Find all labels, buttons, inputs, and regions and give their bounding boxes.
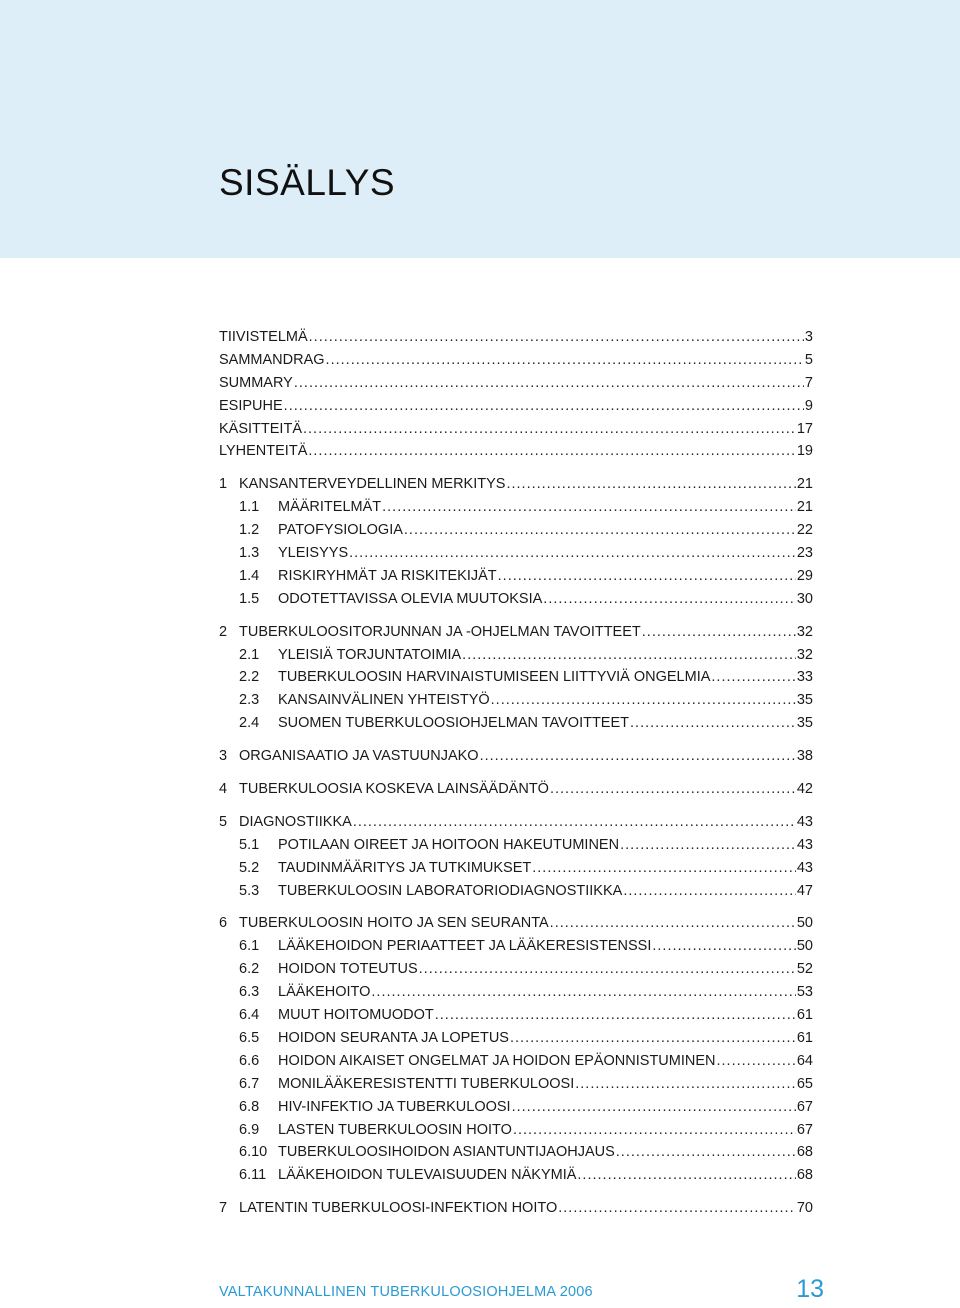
toc-entry-number: 6.2 — [239, 961, 260, 978]
toc-entry-title: TAUDINMÄÄRITYS JA TUTKIMUKSET — [278, 859, 532, 876]
toc-entry-page: 68 — [796, 1167, 813, 1184]
toc-dot-leader — [371, 984, 795, 1000]
toc-entry[interactable] — [219, 814, 813, 837]
toc-entry-number: 6.7 — [239, 1075, 260, 1092]
header-band — [0, 0, 960, 258]
toc-entry[interactable] — [219, 938, 813, 961]
toc-entry-title: TUBERKULOOSIHOIDON ASIANTUNTIJAOHJAUS — [278, 1144, 615, 1161]
toc-entry-title: LYHENTEITÄ — [219, 443, 308, 460]
toc-entry-page: 50 — [796, 915, 813, 932]
toc-entry-page: 32 — [796, 623, 813, 640]
toc-entry-number: 6.5 — [239, 1029, 260, 1046]
toc-entry[interactable] — [219, 352, 813, 375]
toc-dot-leader — [630, 715, 796, 731]
toc-entry-page: 68 — [796, 1144, 813, 1161]
toc-entry[interactable] — [219, 1030, 813, 1053]
toc-entry[interactable] — [219, 476, 813, 499]
toc-entry-page: 23 — [796, 545, 813, 562]
toc-entry[interactable] — [219, 398, 813, 421]
toc-group — [219, 748, 813, 771]
toc-entry-number: 2.4 — [239, 715, 260, 732]
toc-entry[interactable] — [219, 781, 813, 804]
toc-entry-page: 64 — [796, 1052, 813, 1069]
toc-entry-title: DIAGNOSTIIKKA — [239, 813, 352, 830]
toc-dot-leader — [717, 1053, 796, 1069]
toc-entry-page: 43 — [796, 859, 813, 876]
toc-dot-leader — [506, 476, 795, 492]
toc-dot-leader — [294, 375, 804, 391]
toc-entry[interactable] — [219, 375, 813, 398]
footer-page-number: 13 — [796, 1275, 824, 1303]
toc-entry-title: TIIVISTELMÄ — [219, 329, 308, 345]
toc-entry-number: 6.4 — [239, 1007, 260, 1024]
toc-entry[interactable] — [219, 647, 813, 670]
toc-entry[interactable] — [219, 1053, 813, 1076]
toc-entry-title: LASTEN TUBERKULOOSIN HOITO — [278, 1121, 512, 1138]
toc-entry-page: 35 — [796, 692, 813, 709]
toc-entry-page: 65 — [796, 1075, 813, 1092]
toc-entry-title: TUBERKULOOSITORJUNNAN JA -OHJELMAN TAVOITTEET — [239, 623, 641, 640]
toc-entry-number: 4 — [219, 781, 228, 798]
toc-entry[interactable] — [219, 883, 813, 906]
toc-dot-leader — [575, 1076, 796, 1092]
toc-entry-page: 52 — [796, 961, 813, 978]
toc-entry-number: 5.1 — [239, 836, 260, 853]
toc-dot-leader — [303, 421, 796, 437]
toc-entry[interactable] — [219, 1167, 813, 1190]
toc-entry[interactable] — [219, 443, 813, 466]
toc-dot-leader — [642, 624, 796, 640]
toc-dot-leader — [550, 781, 796, 797]
toc-dot-leader — [558, 1200, 796, 1216]
toc-entry[interactable] — [219, 915, 813, 938]
toc-entry-page: 70 — [796, 1200, 813, 1217]
toc-group — [219, 814, 813, 906]
table-of-contents — [219, 329, 813, 1233]
toc-entry-page: 47 — [796, 882, 813, 899]
toc-entry[interactable] — [219, 1099, 813, 1122]
toc-entry[interactable] — [219, 522, 813, 545]
toc-entry[interactable] — [219, 1007, 813, 1030]
toc-entry-page: 35 — [796, 715, 813, 732]
toc-entry-title: ORGANISAATIO JA VASTUUNJAKO — [239, 748, 479, 765]
toc-entry-page: 42 — [796, 781, 813, 798]
toc-dot-leader — [711, 669, 795, 685]
toc-entry-number: 6.10 — [239, 1144, 268, 1161]
toc-entry-title: MÄÄRITELMÄT — [278, 499, 382, 516]
toc-entry[interactable] — [219, 961, 813, 984]
toc-entry-title: LÄÄKEHOITO — [278, 984, 371, 1001]
toc-entry-page: 61 — [796, 1029, 813, 1046]
toc-entry-number: 1.1 — [239, 499, 260, 516]
toc-entry[interactable] — [219, 421, 813, 444]
toc-group — [219, 329, 813, 466]
toc-entry-page: 29 — [796, 567, 813, 584]
toc-entry-title: RISKIRYHMÄT JA RISKITEKIJÄT — [278, 567, 497, 584]
toc-entry-number: 6.8 — [239, 1098, 260, 1115]
toc-entry-title: ESIPUHE — [219, 397, 283, 414]
toc-dot-leader — [652, 938, 796, 954]
toc-group — [219, 476, 813, 613]
toc-dot-leader — [512, 1099, 796, 1115]
toc-dot-leader — [309, 329, 804, 345]
toc-entry[interactable] — [219, 591, 813, 614]
toc-entry-number: 1 — [219, 476, 228, 493]
toc-dot-leader — [382, 499, 796, 515]
page-title: SISÄLLYS — [219, 162, 396, 203]
toc-dot-leader — [326, 352, 804, 368]
toc-entry[interactable] — [219, 568, 813, 591]
toc-entry[interactable] — [219, 669, 813, 692]
toc-dot-leader — [620, 837, 796, 853]
toc-entry-title: TUBERKULOOSIN HARVINAISTUMISEEN LIITTYVIÄ ONGELMIA — [278, 669, 711, 686]
toc-dot-leader — [462, 647, 796, 663]
toc-entry-number: 6.9 — [239, 1121, 260, 1138]
toc-dot-leader — [419, 961, 796, 977]
toc-entry-number: 2 — [219, 623, 228, 640]
toc-entry-number: 1.5 — [239, 590, 260, 607]
toc-entry-number: 5.3 — [239, 882, 260, 899]
footer-publication: VALTAKUNNALLINEN TUBERKULOOSIOHJELMA 2006 — [219, 1284, 593, 1300]
toc-entry-title: SUOMEN TUBERKULOOSIOHJELMAN TAVOITTEET — [278, 715, 630, 732]
toc-dot-leader — [510, 1030, 796, 1046]
toc-entry-title: TUBERKULOOSIA KOSKEVA LAINSÄÄDÄNTÖ — [239, 781, 549, 798]
toc-entry-page: 67 — [796, 1098, 813, 1115]
toc-entry-number: 6.1 — [239, 938, 260, 955]
toc-entry-title: SUMMARY — [219, 374, 293, 391]
toc-dot-leader — [353, 814, 796, 830]
toc-dot-leader — [543, 591, 796, 607]
toc-entry-number: 7 — [219, 1200, 228, 1217]
toc-entry-title: LATENTIN TUBERKULOOSI-INFEKTION HOITO — [239, 1200, 558, 1217]
toc-entry-page: 38 — [796, 748, 813, 765]
toc-entry-number: 6.11 — [239, 1167, 267, 1184]
toc-entry[interactable] — [219, 545, 813, 568]
toc-entry-title: YLEISIÄ TORJUNTATOIMIA — [278, 646, 462, 663]
toc-dot-leader — [480, 748, 796, 764]
toc-entry-page: 21 — [796, 476, 813, 493]
toc-entry-number: 6 — [219, 915, 228, 932]
toc-group — [219, 624, 813, 738]
toc-entry-page: 43 — [796, 836, 813, 853]
toc-group — [219, 781, 813, 804]
toc-entry-page: 32 — [796, 646, 813, 663]
toc-entry-number: 1.4 — [239, 567, 260, 584]
toc-dot-leader — [577, 1167, 795, 1183]
toc-entry[interactable] — [219, 1076, 813, 1099]
toc-entry-page: 17 — [796, 420, 813, 437]
toc-entry-number: 2.2 — [239, 669, 260, 686]
toc-entry-title: KÄSITTEITÄ — [219, 420, 302, 437]
toc-group — [219, 1200, 813, 1223]
toc-entry-page: 43 — [796, 813, 813, 830]
toc-entry-number: 5 — [219, 813, 228, 830]
toc-entry[interactable] — [219, 1144, 813, 1167]
toc-entry[interactable] — [219, 1122, 813, 1145]
toc-entry[interactable] — [219, 748, 813, 771]
toc-entry-title: HOIDON AIKAISET ONGELMAT JA HOIDON EPÄONNISTUMINEN — [278, 1052, 716, 1069]
toc-entry-title: LÄÄKEHOIDON PERIAATTEET JA LÄÄKERESISTENSSI — [278, 938, 652, 955]
toc-dot-leader — [513, 1122, 796, 1138]
toc-dot-leader — [349, 545, 796, 561]
toc-entry[interactable] — [219, 837, 813, 860]
toc-entry[interactable] — [219, 692, 813, 715]
toc-entry-page: 21 — [796, 499, 813, 516]
toc-entry-number: 1.3 — [239, 545, 260, 562]
toc-entry-title: PATOFYSIOLOGIA — [278, 522, 403, 539]
toc-entry-title: ODOTETTAVISSA OLEVIA MUUTOKSIA — [278, 590, 543, 607]
toc-entry-number: 6.3 — [239, 984, 260, 1001]
toc-dot-leader — [616, 1144, 796, 1160]
toc-entry[interactable] — [219, 329, 813, 352]
toc-entry[interactable] — [219, 984, 813, 1007]
toc-entry-title: HOIDON SEURANTA JA LOPETUS — [278, 1029, 509, 1046]
toc-entry-title: TUBERKULOOSIN LABORATORIODIAGNOSTIIKKA — [278, 882, 623, 899]
toc-entry-page: 5 — [804, 351, 813, 368]
toc-entry-title: TUBERKULOOSIN HOITO JA SEN SEURANTA — [239, 915, 549, 932]
toc-entry[interactable] — [219, 715, 813, 738]
toc-entry-number: 2.3 — [239, 692, 260, 709]
toc-dot-leader — [550, 915, 796, 931]
toc-entry-page: 30 — [796, 590, 813, 607]
toc-entry-page: 61 — [796, 1007, 813, 1024]
toc-entry-title: HIV-INFEKTIO JA TUBERKULOOSI — [278, 1098, 511, 1115]
toc-entry-title: YLEISYYS — [278, 545, 349, 562]
toc-entry-page: 22 — [796, 522, 813, 539]
toc-entry-title: LÄÄKEHOIDON TULEVAISUUDEN NÄKYMIÄ — [278, 1167, 577, 1184]
toc-entry[interactable] — [219, 624, 813, 647]
toc-entry[interactable] — [219, 860, 813, 883]
toc-entry-title: POTILAAN OIREET JA HOITOON HAKEUTUMINEN — [278, 836, 620, 853]
toc-dot-leader — [498, 568, 796, 584]
toc-entry-page: 67 — [796, 1121, 813, 1138]
toc-entry-title: MUUT HOITOMUODOT — [278, 1007, 434, 1024]
toc-entry-title: HOIDON TOTEUTUS — [278, 961, 418, 978]
toc-dot-leader — [435, 1007, 796, 1023]
toc-entry-title: KANSAINVÄLINEN YHTEISTYÖ — [278, 692, 490, 709]
toc-entry-page: 19 — [796, 443, 813, 460]
toc-entry[interactable] — [219, 499, 813, 522]
toc-entry[interactable] — [219, 1200, 813, 1223]
toc-dot-leader — [532, 860, 796, 876]
toc-entry-title: SAMMANDRAG — [219, 351, 325, 368]
toc-entry-page: 50 — [796, 938, 813, 955]
toc-entry-number: 1.2 — [239, 522, 260, 539]
toc-dot-leader — [284, 398, 804, 414]
toc-group — [219, 915, 813, 1190]
toc-dot-leader — [491, 692, 796, 708]
toc-dot-leader — [404, 522, 796, 538]
toc-dot-leader — [308, 443, 796, 459]
toc-entry-title: MONILÄÄKERESISTENTTI TUBERKULOOSI — [278, 1075, 575, 1092]
toc-entry-page: 7 — [804, 374, 813, 391]
toc-entry-number: 3 — [219, 748, 228, 765]
toc-entry-page: 3 — [804, 329, 813, 345]
toc-entry-title: KANSANTERVEYDELLINEN MERKITYS — [239, 476, 506, 493]
toc-entry-page: 53 — [796, 984, 813, 1001]
toc-entry-page: 9 — [804, 397, 813, 414]
toc-entry-page: 33 — [796, 669, 813, 686]
toc-entry-number: 5.2 — [239, 859, 260, 876]
toc-entry-number: 6.6 — [239, 1052, 260, 1069]
toc-dot-leader — [623, 883, 796, 899]
toc-entry-number: 2.1 — [239, 646, 260, 663]
